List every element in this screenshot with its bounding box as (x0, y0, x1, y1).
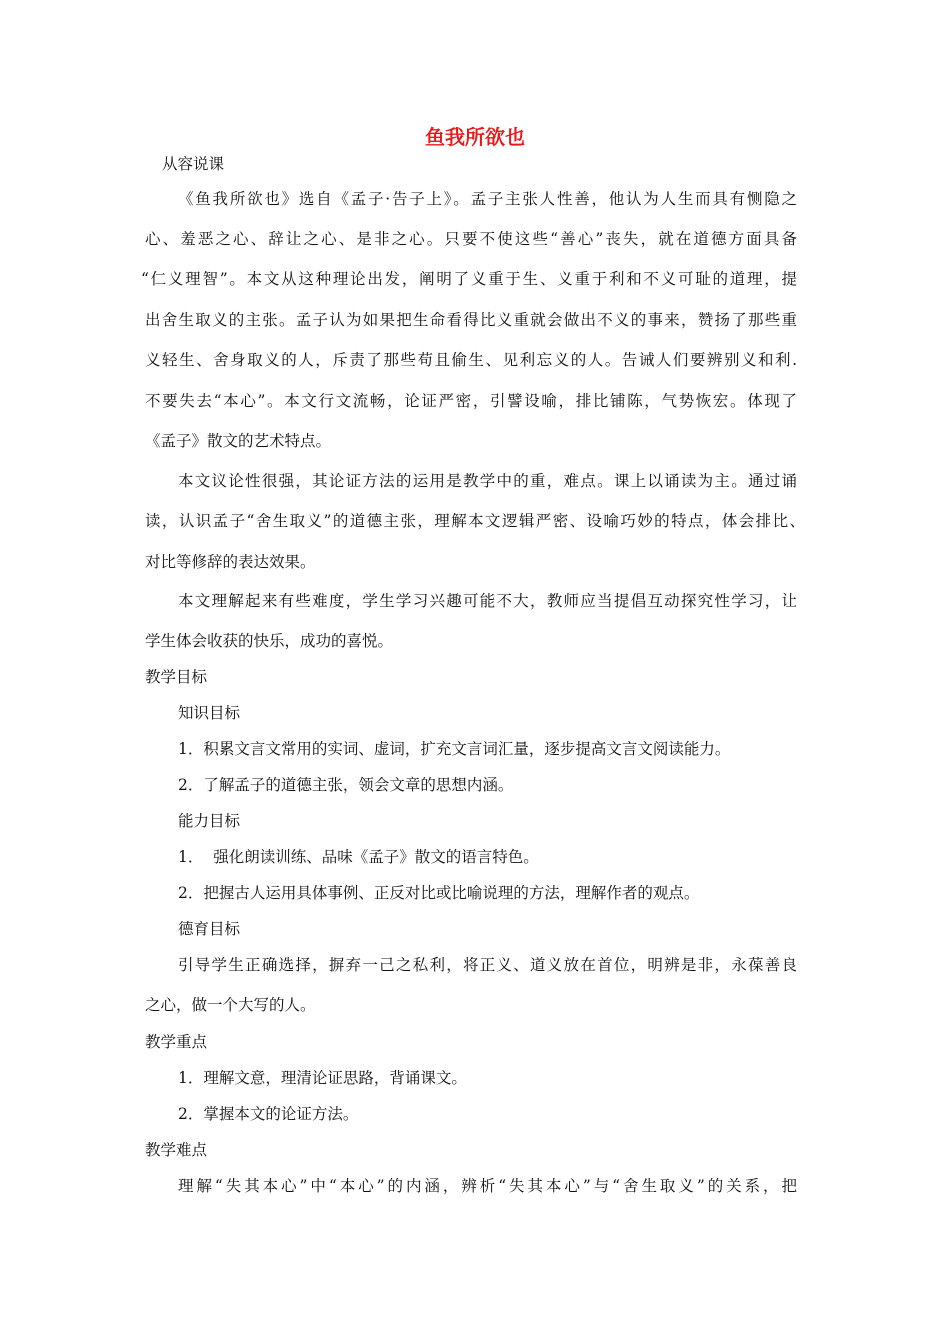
list-item: 2．掌握本文的论证方法。 (178, 1105, 359, 1123)
section-heading-goals: 教学目标 (145, 668, 208, 686)
subheading-knowledge: 知识目标 (178, 704, 241, 722)
paragraph-line: 不要失去“本心”。本文行文流畅，论证严密，引譬设喻，排比铺陈，气势恢宏。体现了 (145, 392, 797, 410)
subheading-ability: 能力目标 (178, 812, 241, 830)
paragraph-line: 义轻生、舍身取义的人，斥责了那些苟且偷生、见利忘义的人。告诫人们要辨别义和利. (145, 351, 797, 369)
paragraph-line: “仁义理智”。本文从这种理论出发，阐明了义重于生、义重于利和不义可耻的道理，提 (141, 270, 797, 288)
paragraph-line: 出舍生取义的主张。孟子认为如果把生命看得比义重就会做出不义的事来，赞扬了那些重 (145, 311, 797, 329)
document-title: 鱼我所欲也 (425, 125, 525, 149)
paragraph-line: 学生体会收获的快乐，成功的喜悦。 (145, 632, 394, 650)
paragraph-line: 读，认识孟子“舍生取义”的道德主张，理解本文逻辑严密、设喻巧妙的特点，体会排比、 (145, 512, 805, 530)
list-item: 2．了解孟子的道德主张，领会文章的思想内涵。 (178, 776, 514, 794)
list-item: 1．积累文言文常用的实词、虚词，扩充文言词汇量，逐步提高文言文阅读能力。 (178, 740, 731, 758)
paragraph-line: 引导学生正确选择，摒弃一己之私利，将正义、道义放在首位，明辨是非，永葆善良 (178, 956, 797, 974)
paragraph-line: 本文议论性很强，其论证方法的运用是教学中的重，难点。课上以诵读为主。通过诵 (178, 472, 797, 490)
subheading-moral: 德育目标 (178, 920, 241, 938)
paragraph-line: 心、羞恶之心、辞让之心、是非之心。只要不使这些“善心”丧失，就在道德方面具备 (145, 230, 797, 248)
list-item: 1．理解文意，理清论证思路，背诵课文。 (178, 1069, 467, 1087)
list-item: 1． 强化朗读训练、品味《孟子》散文的语言特色。 (178, 848, 539, 866)
section-heading-key: 教学重点 (145, 1033, 208, 1051)
list-item: 2．把握古人运用具体事例、正反对比或比喻说理的方法，理解作者的观点。 (178, 884, 700, 902)
paragraph-line: 本文理解起来有些难度，学生学习兴趣可能不大，教师应当提倡互动探究性学习，让 (178, 592, 797, 610)
paragraph-line: 之心，做一个大写的人。 (145, 996, 316, 1014)
paragraph-line: 《孟子》散文的艺术特点。 (145, 432, 332, 450)
paragraph-line: 《鱼我所欲也》选自《孟子·告子上》。孟子主张人性善，他认为人生而具有恻隐之 (178, 190, 797, 208)
paragraph-line: 理解“失其本心”中“本心”的内涵，辨析“失其本心”与“舍生取义”的关系，把 (178, 1177, 797, 1195)
paragraph-line: 对比等修辞的表达效果。 (145, 553, 316, 571)
section-heading-difficult: 教学难点 (145, 1141, 208, 1159)
section-heading-shuoke: 从容说课 (162, 155, 225, 173)
